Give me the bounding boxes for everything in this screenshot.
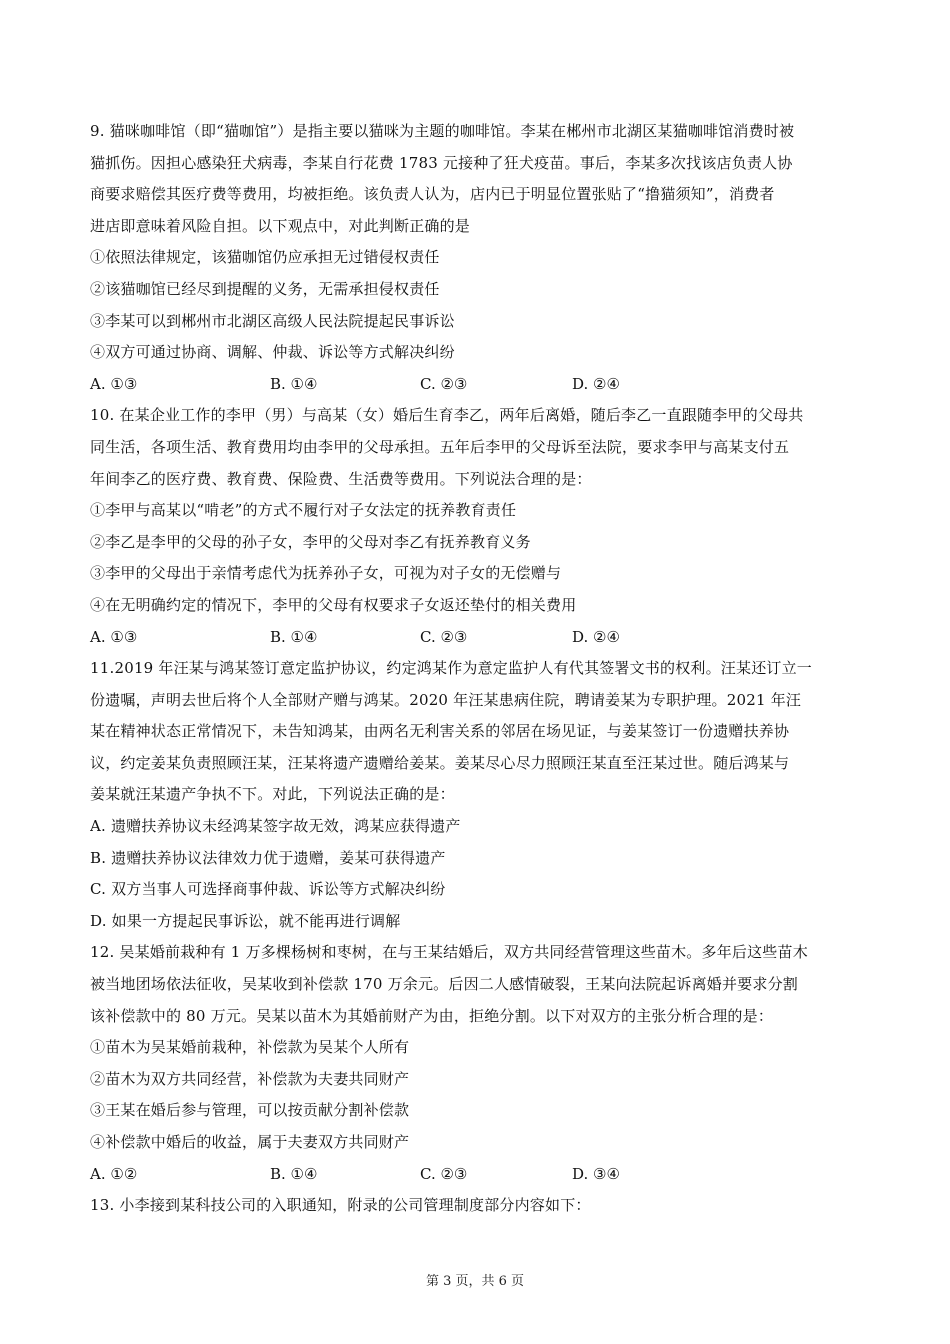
choice-d: D. ②④ xyxy=(572,374,620,393)
question-text: 进店即意味着风险自担。以下观点中，对此判断正确的是 xyxy=(90,216,471,235)
choice-b: B. ①④ xyxy=(270,374,318,393)
answer-choices xyxy=(90,622,870,654)
statement-1: ①依照法律规定，该猫咖馆仍应承担无过错侵权责任 xyxy=(90,248,440,267)
statement-1: ①苗木为吴某婚前栽种，补偿款为吴某个人所有 xyxy=(90,1038,410,1057)
choice-c: C. 双方当事人可选择商事仲裁、诉讼等方式解决纠纷 xyxy=(90,880,446,899)
choice-d: D. ②④ xyxy=(572,627,620,646)
question-text: 商要求赔偿其医疗费等费用，均被拒绝。该负责人认为，店内已于明显位置张贴了“撸猫须知”，消费者 xyxy=(90,185,775,204)
statement-3: ③李甲的父母出于亲情考虑代为抚养孙子女，可视为对子女的无偿赠与 xyxy=(90,564,562,583)
choice-a: A. ①③ xyxy=(90,374,138,393)
question-text: 13. 小李接到某科技公司的入职通知，附录的公司管理制度部分内容如下： xyxy=(90,1196,591,1215)
statement-2: ②苗木为双方共同经营，补偿款为夫妻共同财产 xyxy=(90,1069,410,1088)
question-text: 份遗嘱，声明去世后将个人全部财产赠与鸿某。2020 年汪某患病住院，聘请姜某为专职护理。2021 年汪 xyxy=(90,690,802,709)
answer-choices xyxy=(90,369,870,401)
question-text: 12. 吴某婚前栽种有 1 万多棵杨树和枣树，在与王某结婚后，双方共同经营管理这些苗木。多年后这些苗木 xyxy=(90,943,808,962)
choice-a: A. 遗赠扶养协议未经鸿某签字故无效，鸿某应获得遗产 xyxy=(90,817,461,836)
question-12 xyxy=(90,937,870,1190)
question-text: 10. 在某企业工作的李甲（男）与高某（女）婚后生育李乙，两年后离婚，随后李乙一直跟随李甲的父母共 xyxy=(90,406,804,425)
question-text: 猫抓伤。因担心感染狂犬病毒，李某自行花费 1783 元接种了狂犬疫苗。事后，李某多次找该店负责人协 xyxy=(90,153,793,172)
answer-choices xyxy=(90,1159,870,1191)
choice-d: D. 如果一方提起民事诉讼，就不能再进行调解 xyxy=(90,911,401,930)
statement-1: ①李甲与高某以“啃老”的方式不履行对子女法定的抚养教育责任 xyxy=(90,501,517,520)
question-text: 年间李乙的医疗费、教育费、保险费、生活费等费用。下列说法合理的是： xyxy=(90,469,592,488)
statement-4: ④在无明确约定的情况下，李甲的父母有权要求子女返还垫付的相关费用 xyxy=(90,595,577,614)
statement-4: ④补偿款中婚后的收益，属于夫妻双方共同财产 xyxy=(90,1133,410,1151)
question-13 xyxy=(90,1190,870,1222)
choice-c: C. ②③ xyxy=(420,627,468,646)
question-text: 9. 猫咪咖啡馆（即“猫咖馆”）是指主要以猫咪为主题的咖啡馆。李某在郴州市北湖区某猫咖啡馆消费时被 xyxy=(90,122,795,140)
question-text: 该补偿款中的 80 万元。吴某以苗木为其婚前财产为由，拒绝分割。以下对双方的主张分析合理的是： xyxy=(90,1006,774,1025)
choice-a: A. ①② xyxy=(90,1164,138,1183)
choice-b: B. ①④ xyxy=(270,627,318,646)
question-text: 同生活，各项生活、教育费用均由李甲的父母承担。五年后李甲的父母诉至法院，要求李甲与高某支付五 xyxy=(90,437,790,456)
statement-2: ②该猫咖馆已经尽到提醒的义务，无需承担侵权责任 xyxy=(90,279,440,298)
question-11 xyxy=(90,653,870,937)
statement-2: ②李乙是李甲的父母的孙子女，李甲的父母对李乙有抚养教育义务 xyxy=(90,532,531,551)
question-text: 议，约定姜某负责照顾汪某，汪某将遗产遗赠给姜某。姜某尽心尽力照顾汪某直至汪某过世。随后鸿某与 xyxy=(90,753,790,772)
question-text: 被当地团场依法征收，吴某收到补偿款 170 万余元。后因二人感情破裂，王某向法院起诉离婚并要求分割 xyxy=(90,975,798,994)
choice-c: C. ②③ xyxy=(420,374,468,393)
question-text: 姜某就汪某遗产争执不下。对此，下列说法正确的是： xyxy=(90,785,455,804)
choice-c: C. ②③ xyxy=(420,1164,468,1183)
statement-4: ④双方可通过协商、调解、仲裁、诉讼等方式解决纠纷 xyxy=(90,343,455,362)
choice-d: D. ③④ xyxy=(572,1164,620,1183)
choice-b: B. 遗赠扶养协议法律效力优于遗赠，姜某可获得遗产 xyxy=(90,848,446,867)
question-9 xyxy=(90,116,870,400)
page-number: 第 3 页，共 6 页 xyxy=(425,1274,525,1289)
choice-a: A. ①③ xyxy=(90,627,138,646)
question-text: 11.2019 年汪某与鸿某签订意定监护协议，约定鸿某作为意定监护人有代其签署文书的权利。汪某还订立一 xyxy=(90,659,813,678)
statement-3: ③王某在婚后参与管理，可以按贡献分割补偿款 xyxy=(90,1101,410,1120)
question-text: 某在精神状态正常情况下，未告知鸿某，由两名无利害关系的邻居在场见证，与姜某签订一份遗赠扶养协 xyxy=(90,722,790,741)
statement-3: ③李某可以到郴州市北湖区高级人民法院提起民事诉讼 xyxy=(90,311,455,330)
choice-b: B. ①④ xyxy=(270,1164,318,1183)
page-content xyxy=(90,116,870,1222)
question-10 xyxy=(90,400,870,653)
